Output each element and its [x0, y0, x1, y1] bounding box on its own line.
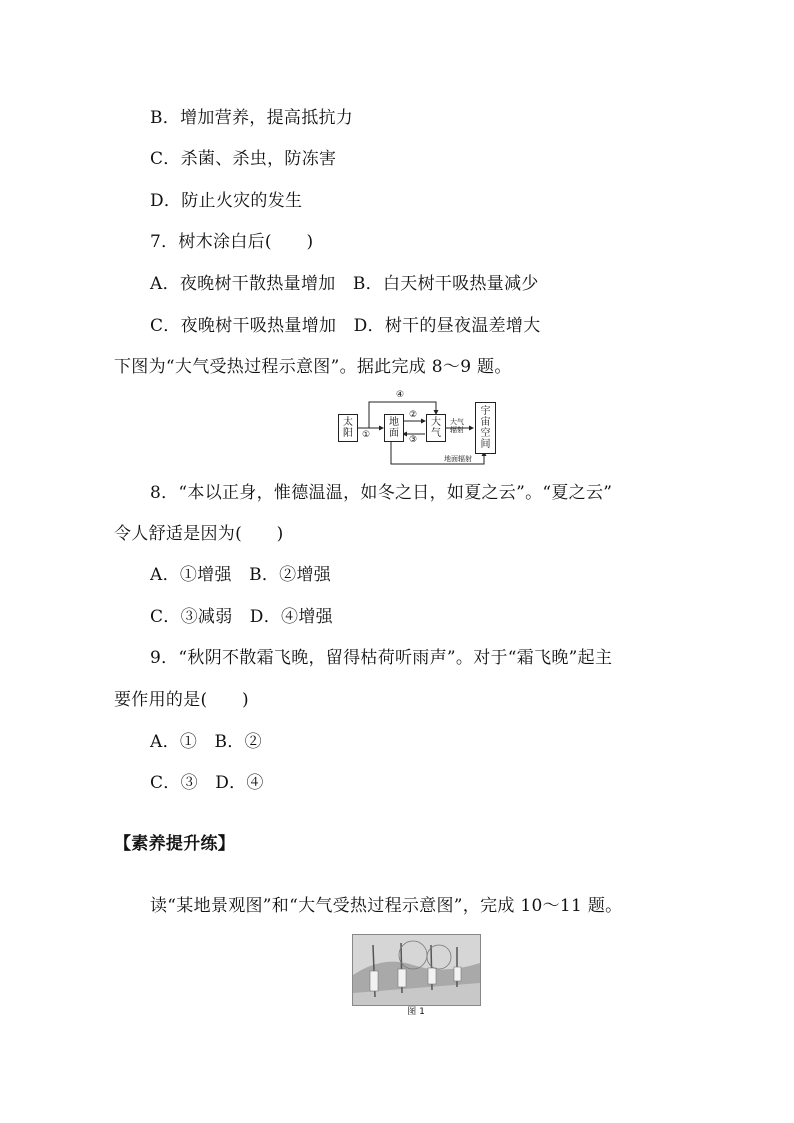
space-label: 宇宙空间 [480, 406, 491, 450]
option-6b: B．增加营养，提高抵抗力 [150, 108, 354, 128]
ground-box [384, 414, 404, 442]
label-1: ① [362, 430, 371, 440]
label-3: ③ [409, 435, 418, 445]
options-7ab: A．夜晚树干散热量增加 B．白天树干吸热量减少 [150, 274, 539, 294]
atmosphere-label: 大气 [431, 417, 441, 439]
atmosphere-box [426, 414, 446, 442]
intro-10-11: 读“某地景观图”和“大气受热过程示意图”，完成 10～11 题。 [150, 896, 623, 916]
options-9ab: A．① B．② [150, 732, 262, 752]
sun-label: 太阳 [343, 417, 353, 439]
options-8ab: A．①增强 B．②增强 [150, 565, 332, 585]
option-6d: D．防止火灾的发生 [150, 191, 303, 211]
label-4: ④ [396, 390, 405, 400]
landscape-drawing [353, 935, 480, 1005]
options-7cd: C．夜晚树干吸热量增加 D．树干的昼夜温差增大 [150, 316, 541, 336]
landscape-photo [352, 934, 481, 1006]
label-2: ② [409, 410, 418, 420]
intro-8-9: 下图为“大气受热过程示意图”。据此完成 8～9 题。 [114, 357, 512, 377]
sun-box [338, 414, 358, 442]
photo-caption: 图 1 [407, 1007, 425, 1017]
option-6c: C．杀菌、杀虫，防冻害 [150, 149, 337, 169]
ground-radiation-label: 地面辐射 [444, 455, 472, 463]
question-7: 7．树木涂白后( ) [150, 232, 314, 252]
question-8-line1: 8．“本以正身，惟德温温，如冬之日，如夏之云”。“夏之云” [150, 483, 613, 503]
space-box [475, 402, 496, 454]
question-9-line2: 要作用的是( ) [114, 690, 249, 710]
options-9cd: C．③ D．④ [150, 773, 264, 793]
question-8-line2: 令人舒适是因为( ) [114, 524, 284, 544]
ground-label: 地面 [389, 417, 399, 439]
atmosphere-heating-diagram [336, 388, 504, 468]
atmosphere-radiation-label: 大气辐射 [450, 418, 464, 434]
question-9-line1: 9．“秋阴不散霜飞晚，留得枯荷听雨声”。对于“霜飞晚”起主 [150, 648, 613, 668]
section-heading: 【素养提升练】 [114, 834, 236, 854]
options-8cd: C．③减弱 D．④增强 [150, 607, 333, 627]
